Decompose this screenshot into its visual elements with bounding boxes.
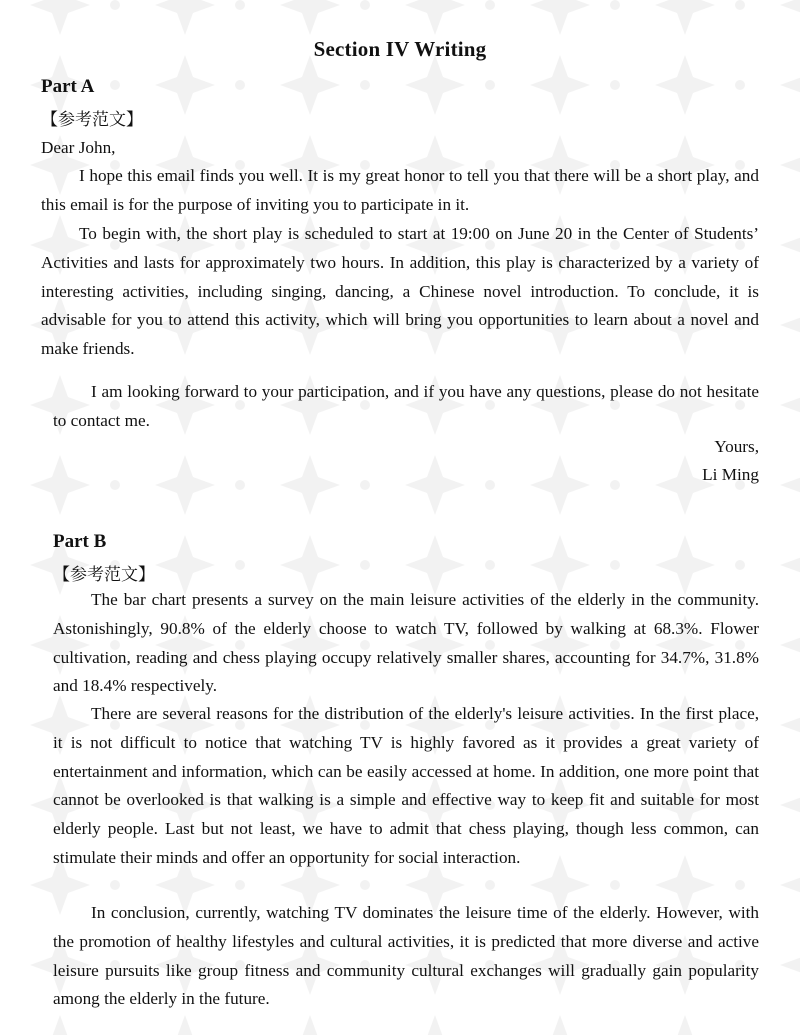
part-b-reference-label: 【参考范文】 — [53, 565, 155, 585]
signature: Li Ming — [702, 465, 759, 484]
closing: Yours, — [714, 437, 759, 456]
part-b-heading: Part B — [53, 531, 107, 552]
part-b-paragraph-3: In conclusion, currently, watching TV dominates the leisure time of the elderly. However, with the promotion of healthy lifestyles and cultural activities, it is predicted that more diverse and active leisure pursuits like group fitness and community cultural exchanges will gradually gain popularity among the elderly in the future. — [53, 903, 759, 1009]
part-a-paragraph-2: To begin with, the short play is scheduled to start at 19:00 on June 20 in the Center of Students’ Activities and lasts for approximately two hours. In addition, this play is characterized by a variety of interesting activities, including singing, dancing, a Chinese novel introduction. To conclude, it is advisable for you to attend this activity, which will bring you opportunities to learn about a novel and make friends. — [41, 224, 759, 359]
part-a-paragraph-3: I am looking forward to your participation, and if you have any questions, please do not hesitate to contact me. — [53, 382, 759, 430]
part-a-heading: Part A — [41, 76, 95, 97]
part-b-paragraph-2: There are several reasons for the distribution of the elderly's leisure activities. In the first place, it is not difficult to notice that watching TV is highly favored as it provides a great variety of entertainment and information, which can be easily accessed at home. In addition, one more point that cannot be overlooked is that walking is a simple and effective way to keep fit and suitable for most elderly people. Last but not least, we have to admit that chess playing, though less common, can stimulate their minds and offer an opportunity for social interaction. — [53, 704, 759, 867]
part-a-reference-label: 【参考范文】 — [41, 110, 143, 130]
part-b-paragraph-1: The bar chart presents a survey on the main leisure activities of the elderly in the community. Astonishingly, 90.8% of the elderly choose to watch TV, followed by walking at 68.3%. Flower cultivation, reading and chess playing occupy relatively smaller shares, accounting for 34.7%, 31.8% and 18.4% respectively. — [53, 590, 759, 696]
section-title: Section IV Writing — [313, 37, 487, 61]
part-a-paragraph-1: I hope this email finds you well. It is my great honor to tell you that there will be a short play, and this email is for the purpose of inviting you to participate in it. — [41, 166, 759, 214]
greeting: Dear John, — [41, 138, 116, 157]
